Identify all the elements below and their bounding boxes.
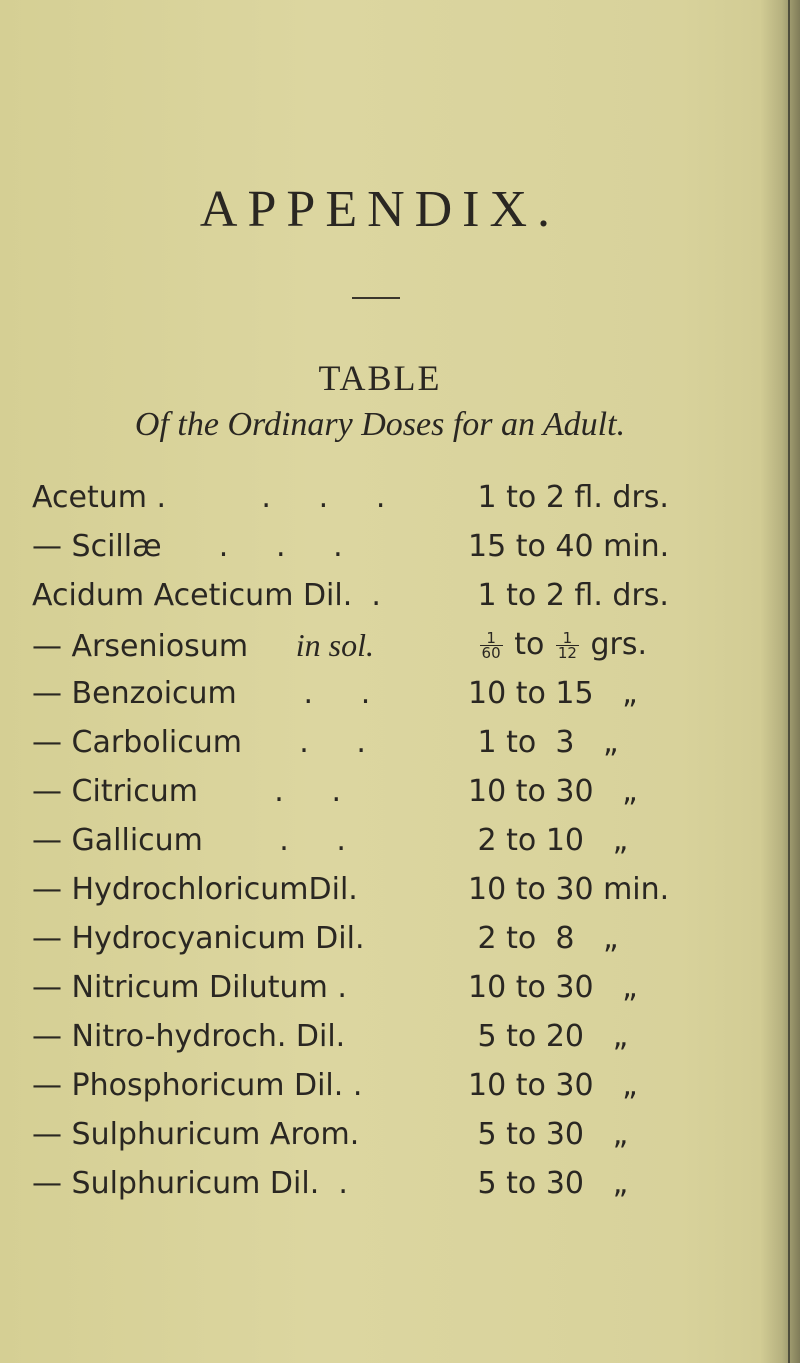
- dose-value: 2 to 10 „: [468, 823, 629, 858]
- drug-name: — Benzoicum . .: [32, 676, 371, 711]
- dose-row: [0, 970, 760, 1020]
- dose-row: [0, 1166, 760, 1216]
- dose-value: 10 to 30 „: [468, 1068, 638, 1103]
- dose-value: 1 to 3 „: [468, 725, 619, 760]
- dose-value: 10 to 30 „: [468, 970, 638, 1005]
- drug-name: — Nitricum Dilutum .: [32, 970, 347, 1005]
- dose-row: [0, 676, 760, 726]
- dose-row: [0, 578, 760, 628]
- drug-name: — Phosphoricum Dil. .: [32, 1068, 363, 1103]
- fraction-numerator: 1: [480, 631, 503, 646]
- drug-name: — HydrochloricumDil.: [32, 872, 358, 907]
- dose-row: [0, 1117, 760, 1167]
- drug-name: — Sulphuricum Arom.: [32, 1117, 360, 1152]
- dose-row: [0, 480, 760, 530]
- dose-value: 10 to 30 min.: [468, 872, 670, 907]
- fraction-numerator: 1: [556, 631, 579, 646]
- heading-rule: [352, 297, 400, 299]
- dose-row: [0, 627, 760, 677]
- dose-value: 5 to 20 „: [468, 1019, 629, 1054]
- page-edge-shadow: [760, 0, 800, 1363]
- dose-row: [0, 1019, 760, 1069]
- dose-row: [0, 529, 760, 579]
- dose-value: 1 to 2 fl. drs.: [468, 578, 669, 613]
- dose-value: [468, 627, 647, 662]
- page-heading: APPENDIX.: [199, 181, 561, 238]
- fraction: [480, 631, 503, 660]
- dose-value: 15 to 40 min.: [468, 529, 670, 564]
- dose-row: [0, 774, 760, 824]
- dose-value: 5 to 30 „: [468, 1166, 629, 1201]
- dose-connector: to: [514, 627, 545, 662]
- dose-value: 10 to 30 „: [468, 774, 638, 809]
- table-subtitle: Of the Ordinary Doses for an Adult.: [134, 406, 626, 443]
- dose-row: [0, 823, 760, 873]
- drug-name: — Hydrocyanicum Dil.: [32, 921, 365, 956]
- dose-row: [0, 1068, 760, 1118]
- dose-row: [0, 921, 760, 971]
- dose-value: 1 to 2 fl. drs.: [468, 480, 669, 515]
- drug-name: — Sulphuricum Dil. .: [32, 1166, 348, 1201]
- fraction: [556, 631, 579, 660]
- page-edge-line: [788, 0, 790, 1363]
- fraction-denominator: 12: [557, 644, 577, 662]
- dose-row: [0, 872, 760, 922]
- dose-value: 2 to 8 „: [468, 921, 619, 956]
- drug-name: — Gallicum . .: [32, 823, 346, 858]
- drug-name: — Citricum . .: [32, 774, 342, 809]
- dose-value: 10 to 15 „: [468, 676, 638, 711]
- drug-name-note: in sol.: [295, 627, 374, 663]
- drug-name: — Carbolicum . .: [32, 725, 366, 760]
- drug-name: Acidum Aceticum Dil. .: [32, 578, 381, 613]
- dose-unit: grs.: [590, 627, 648, 662]
- drug-name: — Scillæ . . .: [32, 529, 343, 564]
- dose-value: 5 to 30 „: [468, 1117, 629, 1152]
- drug-name: Acetum . . . .: [32, 480, 386, 515]
- drug-name: — Nitro-hydroch. Dil.: [32, 1019, 346, 1054]
- fraction-denominator: 60: [481, 644, 501, 662]
- dose-row: [0, 725, 760, 775]
- drug-name-text: — Arseniosum: [32, 629, 249, 664]
- table-title: TABLE: [318, 358, 442, 398]
- drug-name: [32, 627, 374, 664]
